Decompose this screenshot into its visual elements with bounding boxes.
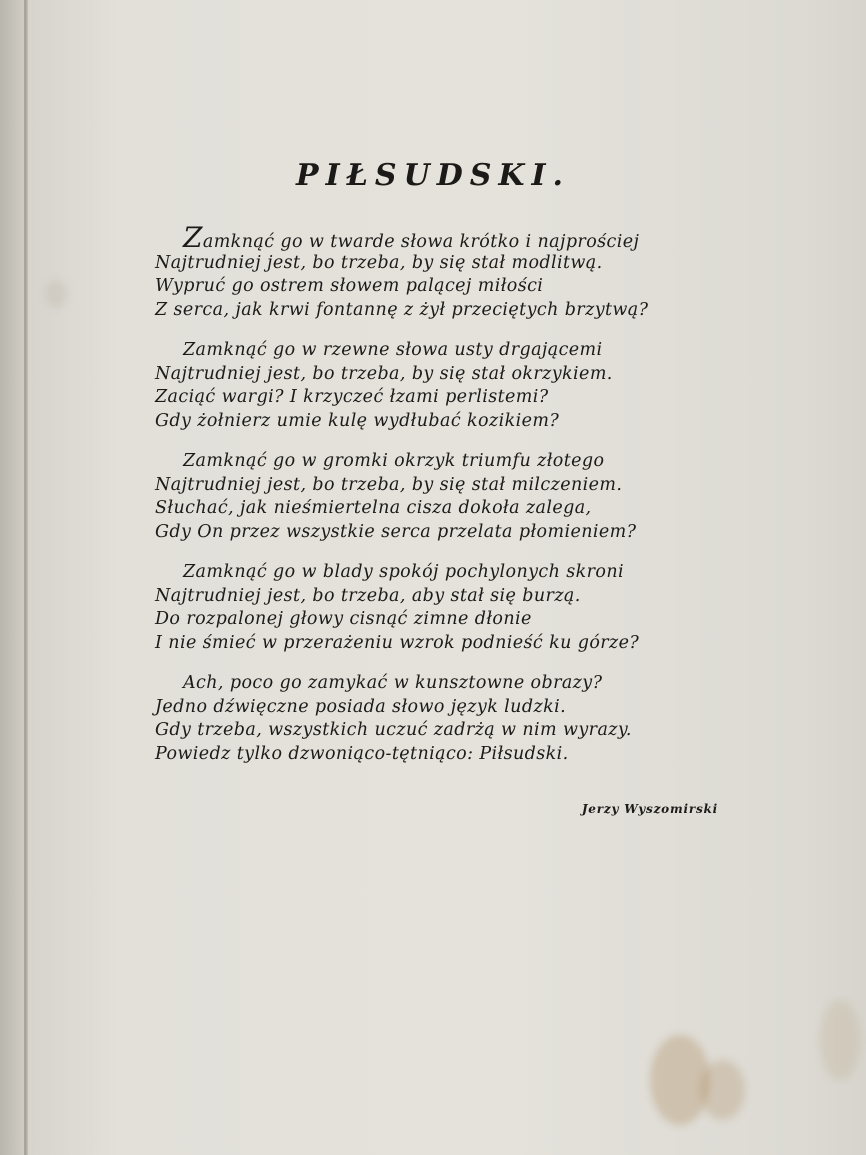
poem-line: Najtrudniej jest, bo trzeba, by się stał okrzykiem. [155, 363, 613, 384]
poem-line: Najtrudniej jest, bo trzeba, by się stał milczeniem. [155, 474, 623, 495]
poem-line: Gdy trzeba, wszystkich uczuć zadrżą w nim wyrazy. [155, 720, 632, 740]
poem-line-text: amknąć go w twarde słowa krótko i najprościej [202, 232, 640, 252]
poem-line: Zaciąć wargi? I krzyczeć łzami perlistemi? [155, 387, 549, 407]
poem-title: PIŁSUDSKI. [296, 158, 570, 193]
poem-line: Wypruć go ostrem słowem palącej miłości [155, 276, 544, 296]
poem-line: Najtrudniej jest, bo trzeba, aby stał się burzą. [155, 585, 581, 606]
stanza-4 [155, 561, 715, 655]
age-stain [820, 1000, 860, 1080]
poem-line: I nie śmieć w przerażeniu wzrok podnieść ku górze? [155, 632, 640, 653]
stanza-2 [155, 339, 715, 433]
poem-line: Powiedz tylko dzwoniąco-tętniąco: Piłsudski. [155, 743, 569, 764]
poem-line: Z serca, jak krwi fontannę z żył przeciętych brzytwą? [155, 299, 649, 320]
poem-line: Gdy żołnierz umie kulę wydłubać kozikiem? [155, 410, 560, 431]
poem-line: Zamknąć go w gromki okrzyk triumfu złotego [183, 451, 605, 471]
age-stain [700, 1060, 745, 1120]
poem-line: Jedno dźwięczne posiada słowo język ludzki. [155, 696, 567, 717]
stanza-1 [155, 221, 715, 322]
age-stain [45, 280, 67, 308]
author-signature: Jerzy Wyszomirski [581, 802, 718, 816]
poem-line [155, 221, 715, 254]
drop-cap: Z [183, 221, 203, 254]
poem-line: Zamknąć go w blady spokój pochylonych skroni [183, 562, 625, 582]
poem-line: Słuchać, jak nieśmiertelna cisza dokoła zalega, [155, 498, 592, 518]
poem-line: Gdy On przez wszystkie serca przelata płomieniem? [155, 521, 637, 542]
stanza-3 [155, 450, 715, 544]
poem-line: Najtrudniej jest, bo trzeba, by się stał modlitwą. [155, 252, 603, 273]
poem-line: Do rozpalonej głowy cisnąć zimne dłonie [155, 609, 532, 629]
poem-body [155, 221, 715, 783]
stanza-5 [155, 672, 715, 766]
poem-line: Ach, poco go zamykać w kunsztowne obrazy? [183, 673, 603, 693]
poem-line: Zamknąć go w rzewne słowa usty drgającemi [183, 340, 603, 360]
